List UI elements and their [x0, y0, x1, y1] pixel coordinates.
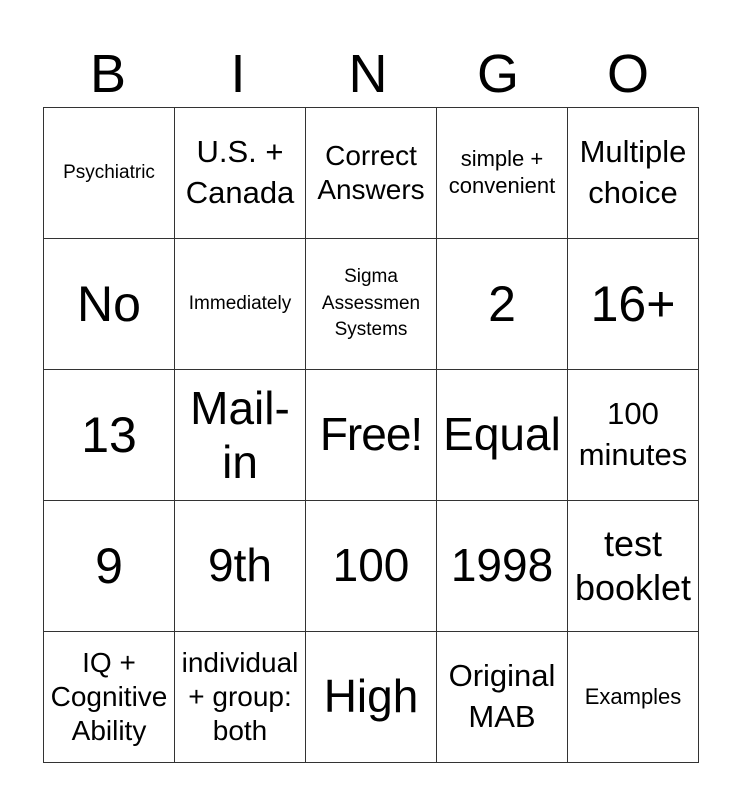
bingo-cell[interactable]: Immediately — [175, 239, 306, 370]
bingo-cell[interactable]: IQ + Cognitive Ability — [44, 632, 175, 763]
header-letter-i: I — [230, 44, 246, 104]
header-letter-n: N — [348, 44, 388, 104]
bingo-cell[interactable]: Correct Answers — [306, 108, 437, 239]
bingo-cell[interactable]: 100 minutes — [568, 370, 699, 501]
bingo-cell[interactable]: Original MAB — [437, 632, 568, 763]
bingo-cell[interactable]: 16+ — [568, 239, 699, 370]
header-letter-b: B — [89, 44, 127, 104]
bingo-cell[interactable]: Sigma Assessmen Systems — [306, 239, 437, 370]
bingo-cell[interactable]: 100 — [306, 501, 437, 632]
bingo-header — [43, 40, 693, 108]
bingo-cell[interactable]: Multiple choice — [568, 108, 699, 239]
bingo-row — [44, 370, 699, 501]
bingo-cell[interactable]: 9th — [175, 501, 306, 632]
bingo-row — [44, 239, 699, 370]
bingo-cell[interactable]: test booklet — [568, 501, 699, 632]
bingo-row — [44, 501, 699, 632]
bingo-cell[interactable]: No — [44, 239, 175, 370]
header-letter-g: G — [476, 44, 519, 104]
bingo-cell[interactable]: Examples — [568, 632, 699, 763]
bingo-cell[interactable]: 1998 — [437, 501, 568, 632]
bingo-row — [44, 632, 699, 763]
bingo-cell[interactable]: High — [306, 632, 437, 763]
bingo-card-grid — [43, 107, 699, 763]
bingo-cell[interactable]: Equal — [437, 370, 568, 501]
bingo-cell[interactable]: 2 — [437, 239, 568, 370]
bingo-cell[interactable]: Mail- in — [175, 370, 306, 501]
bingo-cell[interactable]: Psychiatric — [44, 108, 175, 239]
header-letter-o: O — [606, 44, 649, 104]
bingo-cell[interactable]: individual + group: both — [175, 632, 306, 763]
bingo-cell[interactable]: U.S. + Canada — [175, 108, 306, 239]
bingo-cell free-space[interactable]: Free! — [306, 370, 437, 501]
bingo-cell[interactable]: 9 — [44, 501, 175, 632]
bingo-row — [44, 108, 699, 239]
bingo-cell[interactable]: 13 — [44, 370, 175, 501]
bingo-cell[interactable]: simple + convenient — [437, 108, 568, 239]
